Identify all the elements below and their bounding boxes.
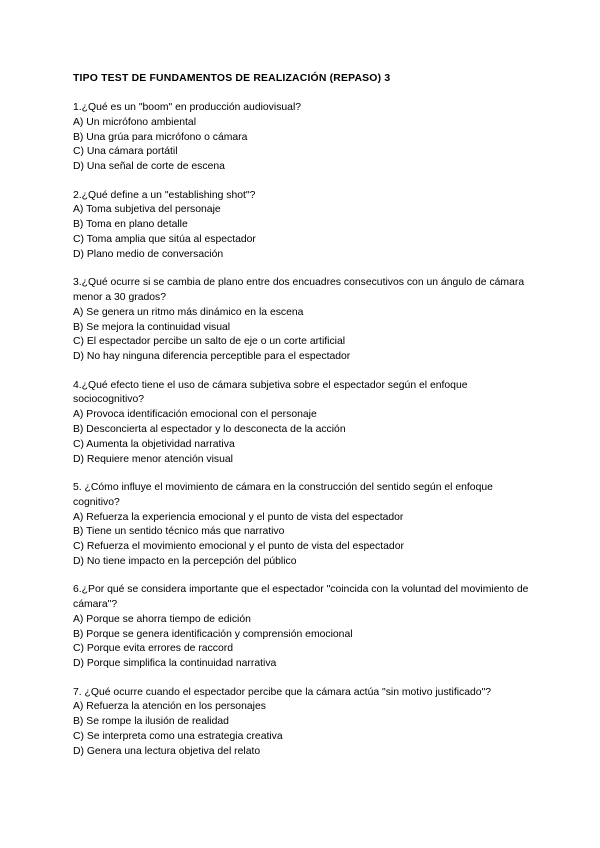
answer-option: D) Plano medio de conversación	[73, 248, 224, 260]
answer-option: B) Se mejora la continuidad visual	[73, 321, 231, 333]
answer-option: A) Un micrófono ambiental	[73, 116, 197, 128]
answer-option: D) No hay ninguna diferencia perceptible para el espectador	[73, 351, 351, 363]
answer-option: C) Refuerza el movimiento emocional y el punto de vista del espectador	[73, 541, 404, 553]
answer-option: C) El espectador percibe un salto de eje o un corte artificial	[73, 336, 346, 348]
answer-option: C) Una cámara portátil	[73, 146, 178, 158]
question-text: 4.¿Qué efecto tiene el uso de cámara subjetiva sobre el espectador según el enfoque sociocognitivo?	[73, 379, 468, 406]
answer-option: C) Porque evita errores de raccord	[73, 643, 233, 655]
question-text: 7. ¿Qué ocurre cuando el espectador percibe que la cámara actúa "sin motivo justificado"?	[73, 686, 492, 698]
answer-option: D) Genera una lectura objetiva del relato	[73, 745, 261, 757]
question-list	[73, 101, 535, 773]
question-item	[73, 481, 535, 570]
answer-option: A) Porque se ahorra tiempo de edición	[73, 613, 251, 625]
question-text: 3.¿Qué ocurre si se cambia de plano entre dos encuadres consecutivos con un ángulo de cámara menor a 30 grados?	[73, 277, 525, 303]
answer-option: D) Porque simplifica la continuidad narrativa	[73, 658, 277, 670]
question-item	[73, 101, 535, 175]
answer-option: D) No tiene impacto en la percepción del público	[73, 555, 297, 567]
question-item	[73, 583, 535, 672]
question-item	[73, 189, 535, 263]
answer-option: A) Provoca identificación emocional con el personaje	[73, 409, 317, 421]
question-text: 1.¿Qué es un "boom" en producción audiovisual?	[73, 102, 302, 113]
document-title: TIPO TEST DE FUNDAMENTOS DE REALIZACIÓN (REPASO) 3	[73, 73, 391, 84]
question-item	[73, 379, 535, 468]
answer-option: C) Se interpreta como una estrategia creativa	[73, 731, 283, 743]
answer-option: C) Toma amplia que sitúa al espectador	[73, 233, 256, 245]
answer-option: A) Refuerza la atención en los personajes	[73, 701, 266, 713]
question-text: 5. ¿Cómo influye el movimiento de cámara en la construcción del sentido según el enfoque cognitivo?	[73, 481, 493, 508]
answer-option: A) Refuerza la experiencia emocional y el punto de vista del espectador	[73, 511, 404, 523]
question-text: 6.¿Por qué se considera importante que el espectador "coincida con la voluntad del movimiento de cámara"?	[73, 584, 529, 611]
answer-option: D) Una señal de corte de escena	[73, 161, 225, 173]
answer-option: B) Toma en plano detalle	[73, 219, 188, 231]
answer-option: D) Requiere menor atención visual	[73, 453, 233, 465]
answer-option: B) Se rompe la ilusión de realidad	[73, 716, 229, 728]
question-item	[73, 276, 535, 365]
answer-option: C) Aumenta la objetividad narrativa	[73, 438, 235, 450]
answer-option: B) Desconcierta al espectador y lo desconecta de la acción	[73, 423, 346, 435]
answer-option: B) Tiene un sentido técnico más que narrativo	[73, 526, 285, 538]
answer-option: B) Una grúa para micrófono o cámara	[73, 131, 248, 143]
question-text: 2.¿Qué define a un "establishing shot"?	[73, 189, 256, 201]
answer-option: A) Se genera un ritmo más dinámico en la escena	[73, 306, 304, 318]
question-item	[73, 686, 535, 760]
answer-option: B) Porque se genera identificación y comprensión emocional	[73, 628, 353, 640]
answer-option: A) Toma subjetiva del personaje	[73, 204, 221, 216]
